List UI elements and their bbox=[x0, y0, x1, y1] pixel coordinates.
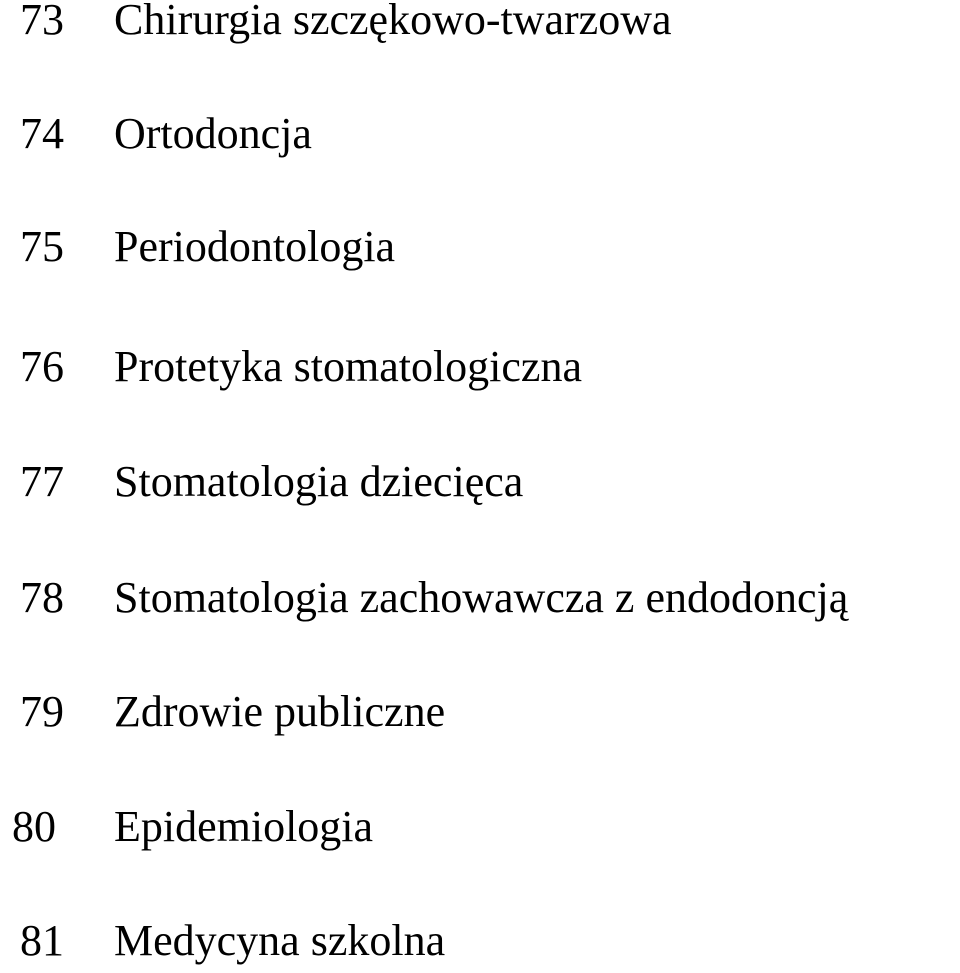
item-label: Ortodoncja bbox=[114, 109, 312, 158]
item-number: 74 bbox=[20, 109, 64, 158]
item-number: 78 bbox=[20, 573, 64, 622]
list-item bbox=[0, 450, 960, 514]
list-item bbox=[0, 215, 960, 279]
item-label: Epidemiologia bbox=[114, 802, 374, 851]
list-item bbox=[0, 335, 960, 399]
item-number: 81 bbox=[20, 916, 64, 965]
item-number: 75 bbox=[20, 222, 64, 271]
item-label: Zdrowie publiczne bbox=[114, 687, 446, 736]
item-label: Protetyka stomatologiczna bbox=[114, 342, 582, 391]
list-item bbox=[0, 566, 960, 630]
list-item bbox=[0, 795, 960, 859]
item-label: Chirurgia szczękowo-twarzowa bbox=[114, 0, 672, 44]
list-item bbox=[0, 909, 960, 973]
item-number: 79 bbox=[20, 687, 64, 736]
item-label: Periodontologia bbox=[114, 222, 396, 271]
list-item bbox=[0, 102, 960, 166]
item-label: Medycyna szkolna bbox=[114, 916, 446, 965]
list-item bbox=[0, 0, 960, 52]
item-label: Stomatologia zachowawcza z endodoncją bbox=[114, 573, 849, 622]
list-item bbox=[0, 680, 960, 744]
item-number: 80 bbox=[12, 802, 56, 851]
item-number: 77 bbox=[20, 457, 64, 506]
item-number: 73 bbox=[20, 0, 64, 44]
item-number: 76 bbox=[20, 342, 64, 391]
item-label: Stomatologia dziecięca bbox=[114, 457, 524, 506]
